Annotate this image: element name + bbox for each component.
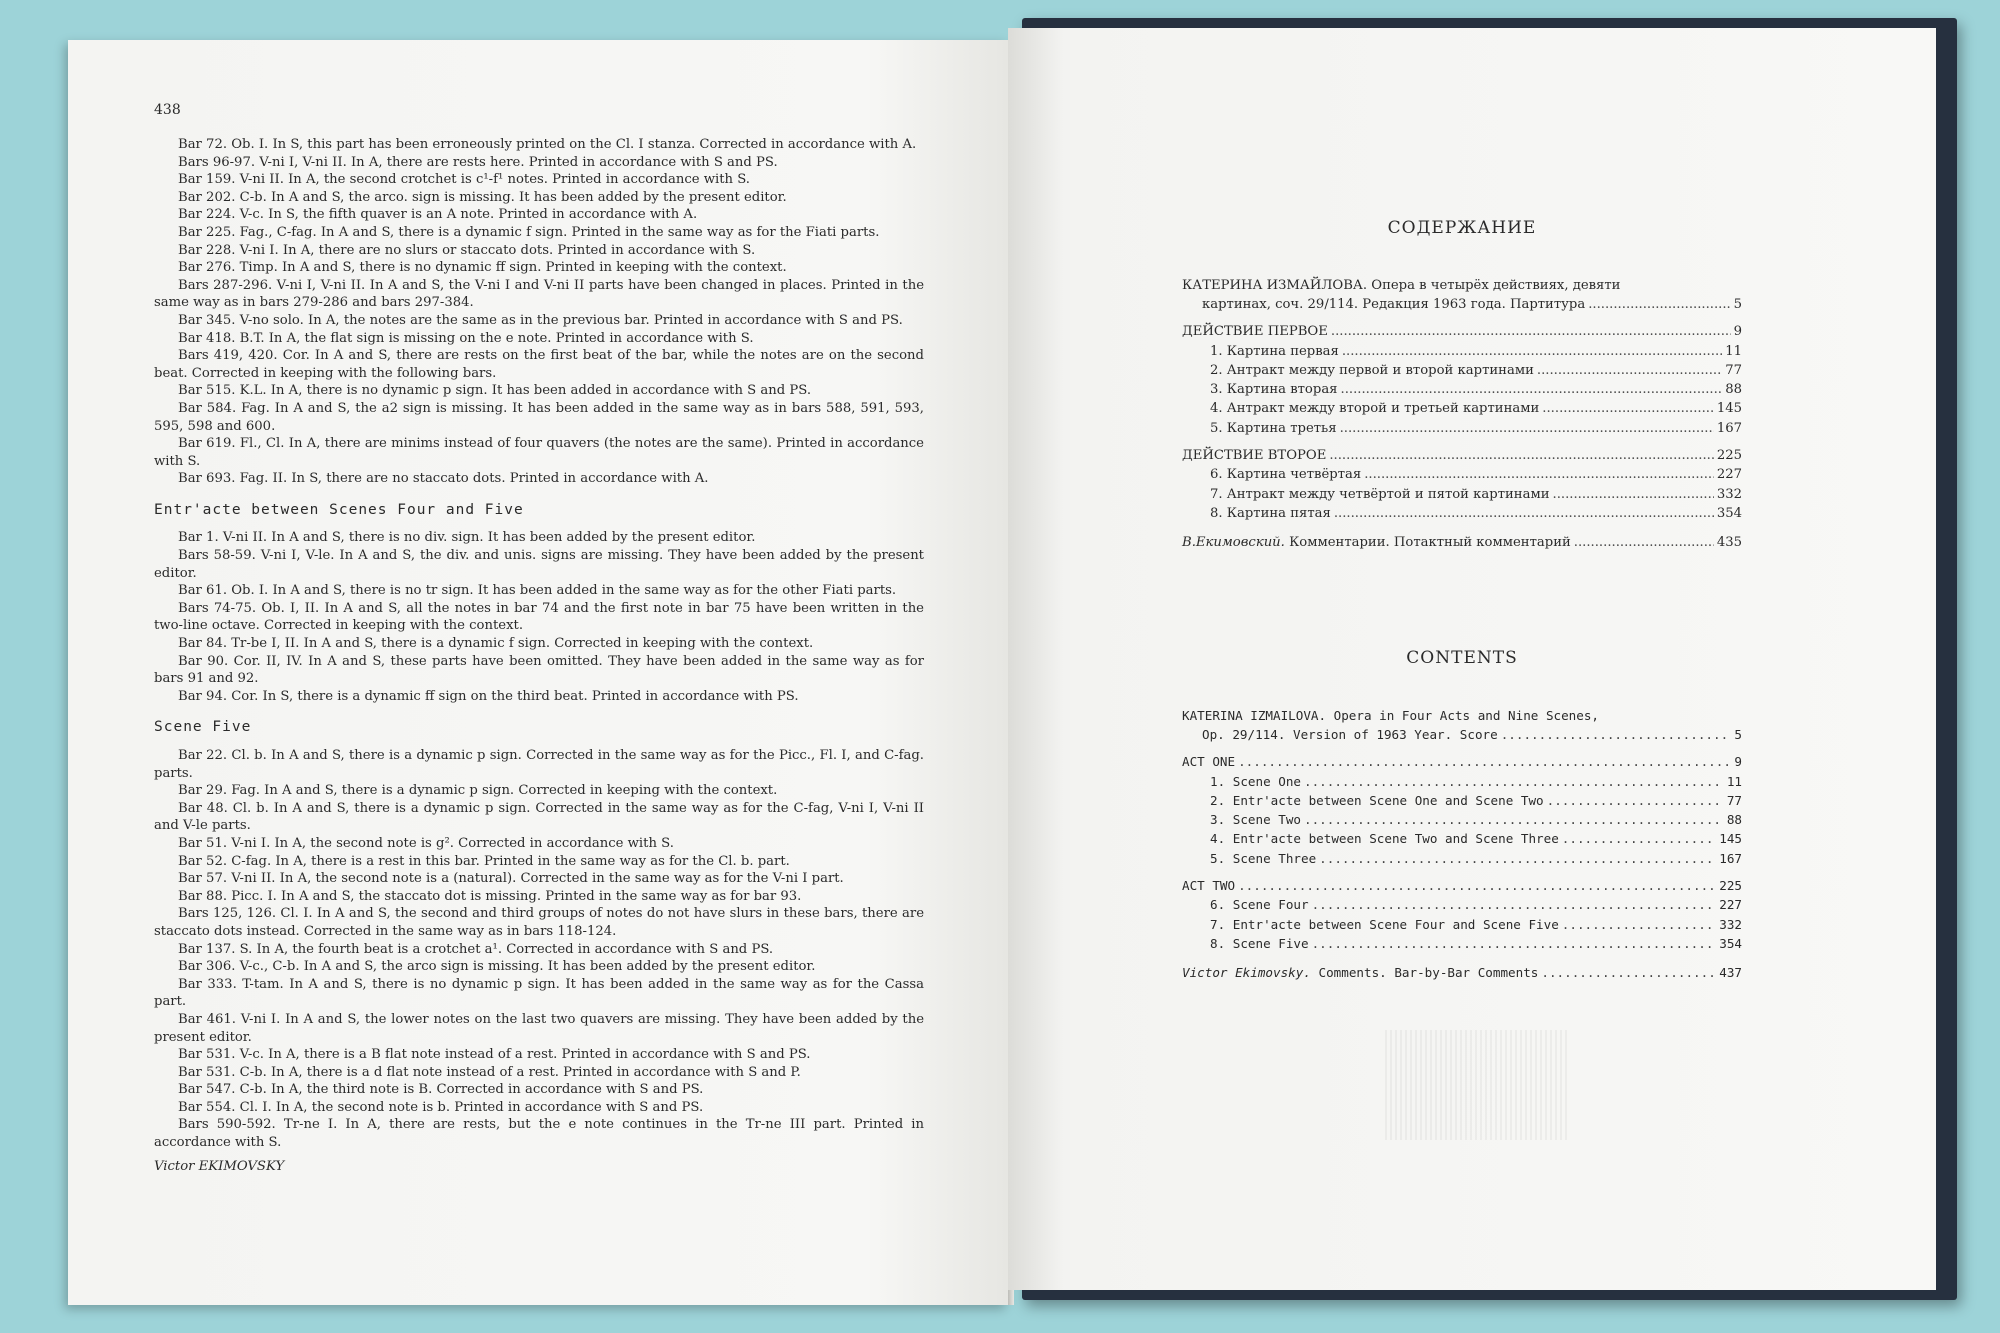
comment-paragraph: Bars 287-296. V-ni I, V-ni II. In A and S, the V-ni I and V-ni II parts have been changed in places. Printed in the same way as in bars 279-286 and bars 297-384.	[154, 277, 924, 311]
comment-paragraph: Bars 74-75. Ob. I, II. In A and S, all the notes in bar 74 and the first note in bar 75 have been written in the two-line octave. Corrected in keeping with the context.	[154, 600, 924, 634]
english-contents	[1182, 648, 1742, 983]
comment-paragraph: Bar 51. V-ni I. In A, the second note is g². Corrected in accordance with S.	[178, 835, 674, 851]
comment-paragraph: Bar 693. Fag. II. In S, there are no staccato dots. Printed in accordance with A.	[178, 471, 709, 487]
english-contents-title: CONTENTS	[1406, 648, 1518, 668]
toc-leader-dots	[1312, 895, 1717, 914]
toc-entry	[1182, 380, 1742, 399]
toc-leader-dots	[1553, 485, 1714, 504]
english-work-entry	[1182, 706, 1742, 744]
page-number: 438	[154, 102, 181, 118]
toc-act-1-list	[1182, 772, 1742, 868]
section-title-entracte: Entr'acte between Scenes Four and Five	[154, 501, 524, 518]
comment-paragraph: Bar 418. B.T. In A, the flat sign is missing on the e note. Printed in accordance with S.	[178, 330, 754, 346]
toc-act-2: ДЕЙСТВИЕ ВТОРОЕ ..... 225	[1182, 446, 1742, 465]
toc-entry-label: 7. Антракт между четвёртой и пятой картинами	[1210, 486, 1550, 502]
comment-paragraph: Bar 224. V-c. In S, the fifth quaver is an A note. Printed in accordance with A.	[178, 207, 698, 223]
comment-paragraph: Bar 1. V-ni II. In A and S, there is no div. sign. It has been added by the present editor.	[178, 530, 756, 546]
toc-entry-page: 77	[1726, 792, 1742, 808]
toc-entry-page: 145	[1716, 401, 1742, 417]
signature: Victor EKIMOVSKY	[154, 1158, 285, 1174]
toc-entry-page: 11	[1726, 773, 1742, 789]
toc-entry-label: 5. Scene Three	[1210, 850, 1317, 866]
comment-paragraph: Bar 228. V-ni I. In A, there are no slurs or staccato dots. Printed in accordance with S.	[178, 242, 756, 258]
comment-paragraph: Bar 345. V-no solo. In A, the notes are the same as in the previous bar. Printed in accordance with S and PS.	[178, 312, 903, 328]
toc-entry-page: 227	[1716, 467, 1742, 483]
toc-entry	[1182, 485, 1742, 504]
toc-act-2: ACT TWO ..... 225	[1182, 876, 1742, 895]
toc-entry-page: 88	[1726, 812, 1742, 828]
toc-comments: В.Екимовский. Комментарии. Потактный комментарий ..... 435	[1182, 533, 1742, 552]
toc-entry-label: 1. Картина первая	[1210, 343, 1339, 359]
toc-leader-dots	[1304, 810, 1724, 829]
toc-entry-label: 8. Картина пятая	[1210, 505, 1331, 521]
toc-leader-dots	[1304, 772, 1724, 791]
comment-paragraph: Bars 125, 126. Cl. I. In A and S, the second and third groups of notes do not have slurs in these bars, there are staccato dots instead. Corrected in the same way as in bars 118-124.	[154, 906, 924, 939]
comment-paragraph: Bar 57. V-ni II. In A, the second note is a (natural). Corrected in the same way as for the V-ni I part.	[178, 871, 844, 887]
toc-leader-dots	[1542, 399, 1714, 418]
toc-entry-page: 167	[1716, 420, 1742, 436]
comment-paragraph: Bar 531. C-b. In A, there is a d flat note instead of a rest. Printed in accordance with S and P.	[178, 1064, 801, 1080]
toc-entry-page: 11	[1725, 343, 1742, 359]
comment-paragraph: Bar 29. Fag. In A and S, there is a dynamic p sign. Corrected in keeping with the context.	[178, 783, 778, 799]
work-title-line-2: картинах, соч. 29/114. Редакция 1963 года. Партитура ..... 5	[1182, 295, 1742, 314]
section-title-scene-five: Scene Five	[154, 719, 252, 736]
toc-entry	[1182, 361, 1742, 380]
comment-paragraph: Bar 48. Cl. b. In A and S, there is a dynamic p sign. Corrected in the same way as for the C-fag, V-ni I, V-ni II and V-le parts.	[154, 800, 924, 834]
comment-paragraph: Bar 276. Timp. In A and S, there is no dynamic ff sign. Printed in keeping with the context.	[178, 260, 787, 276]
russian-work-entry	[1182, 276, 1742, 314]
toc-entry	[1182, 342, 1742, 361]
toc-entry-page: 167	[1719, 850, 1742, 866]
toc-entry-label: 4. Антракт между второй и третьей картинами	[1210, 401, 1540, 417]
toc-entry-label: 6. Scene Four	[1210, 897, 1309, 913]
toc-act-1-list	[1182, 342, 1742, 438]
toc-act-2-list	[1182, 895, 1742, 953]
comment-paragraph: Bar 137. S. In A, the fourth beat is a crotchet a¹. Corrected in accordance with S and PS.	[178, 941, 774, 957]
comment-paragraph: Bar 584. Fag. In A and S, the a2 sign is missing. It has been added in the same way as in bars 588, 591, 593, 595, 598 and 600.	[154, 400, 924, 434]
barcode-show-through	[1385, 1030, 1570, 1140]
comment-paragraph: Bars 590-592. Tr-ne I. In A, there are rests, but the e note continues in the Tr-ne III part. Printed in accordance with S.	[154, 1117, 924, 1151]
comment-paragraph: Bar 461. V-ni I. In A and S, the lower notes on the last two quavers are missing. They have been added by the present editor.	[154, 1011, 924, 1045]
toc-entry-label: 2. Антракт между первой и второй картинами	[1210, 362, 1534, 378]
toc-entry	[1182, 915, 1742, 934]
toc-leader-dots	[1341, 380, 1723, 399]
toc-entry	[1182, 829, 1742, 848]
comments-part-2	[154, 529, 924, 705]
toc-entry-label: 4. Entr'acte between Scene Two and Scene Three	[1210, 831, 1559, 847]
comment-paragraph: Bar 531. V-c. In A, there is a B flat note instead of a rest. Printed in accordance with S and PS.	[178, 1047, 811, 1063]
toc-leader-dots	[1319, 849, 1716, 868]
toc-leader-dots	[1537, 361, 1722, 380]
toc-entry	[1182, 419, 1742, 438]
comment-paragraph: Bar 84. Tr-be I, II. In A and S, there is a dynamic f sign. Corrected in keeping with the context.	[178, 636, 814, 652]
comment-paragraph: Bars 96-97. V-ni I, V-ni II. In A, there are rests here. Printed in accordance with S and PS.	[178, 154, 778, 170]
comment-paragraph: Bar 159. V-ni II. In A, the second crotchet is c¹-f¹ notes. Printed in accordance with S.	[178, 172, 750, 188]
comment-paragraph: Bar 94. Cor. In S, there is a dynamic ff sign on the third beat. Printed in accordance with PS.	[178, 688, 799, 704]
work-title-line-2: Op. 29/114. Version of 1963 Year. Score ..... 5	[1182, 725, 1742, 744]
toc-entry	[1182, 895, 1742, 914]
toc-leader-dots	[1312, 934, 1717, 953]
toc-entry	[1182, 504, 1742, 523]
toc-entry	[1182, 791, 1742, 810]
toc-leader-dots	[1562, 829, 1716, 848]
toc-entry	[1182, 399, 1742, 418]
toc-comments: Victor Ekimovsky. Comments. Bar-by-Bar Comments ..... 437	[1182, 963, 1742, 982]
comment-paragraph: Bar 52. C-fag. In A, there is a rest in this bar. Printed in the same way as for the Cl. b. part.	[178, 853, 790, 869]
comment-paragraph: Bar 225. Fag., C-fag. In A and S, there is a dynamic f sign. Printed in the same way as for the Fiati parts.	[178, 224, 880, 240]
toc-entry-label: 6. Картина четвёртая	[1210, 467, 1362, 483]
toc-entry-label: 8. Scene Five	[1210, 935, 1309, 951]
comment-paragraph: Bar 88. Picc. I. In A and S, the staccato dot is missing. Printed in the same way as for bar 93.	[178, 888, 802, 904]
russian-contents-title: СОДЕРЖАНИЕ	[1387, 218, 1537, 238]
russian-contents	[1182, 218, 1742, 553]
toc-entry-page: 227	[1719, 897, 1742, 913]
toc-entry-page: 332	[1719, 916, 1742, 932]
toc-entry-page: 88	[1725, 382, 1742, 398]
comment-paragraph: Bars 419, 420. Cor. In A and S, there are rests on the first beat of the bar, while the notes are on the second beat. Corrected in keeping with the following bars.	[154, 348, 924, 381]
toc-entry-page: 332	[1716, 486, 1742, 502]
comment-paragraph: Bar 72. Ob. I. In S, this part has been erroneously printed on the Cl. I stanza. Corrected in accordance with A.	[178, 137, 917, 152]
toc-act-2-list	[1182, 465, 1742, 523]
comment-paragraph: Bar 547. C-b. In A, the third note is B. Corrected in accordance with S and PS.	[178, 1082, 704, 1098]
toc-leader-dots	[1562, 915, 1716, 934]
comment-paragraph: Bar 619. Fl., Cl. In A, there are minims instead of four quavers (the notes are the same). Printed in accordance with S.	[154, 436, 924, 469]
toc-leader-dots	[1342, 342, 1722, 361]
comments-part-3	[154, 747, 924, 1152]
toc-entry-page: 354	[1719, 935, 1742, 951]
toc-entry-label: 5. Картина третья	[1210, 420, 1337, 436]
toc-leader-dots	[1547, 791, 1724, 810]
left-page	[68, 40, 1008, 1305]
comment-paragraph: Bars 58-59. V-ni I, V-le. In A and S, the div. and unis. signs are missing. They have been added by the present editor.	[154, 548, 924, 581]
comments-part-1	[154, 136, 924, 488]
comment-paragraph: Bar 306. V-c., C-b. In A and S, the arco sign is missing. It has been added by the present editor.	[178, 959, 816, 975]
toc-leader-dots	[1364, 465, 1714, 484]
comment-paragraph: Bar 515. K.L. In A, there is no dynamic p sign. It has been added in accordance with S and PS.	[178, 383, 812, 399]
comment-paragraph: Bar 333. T-tam. In A and S, there is no dynamic p sign. It has been added in the same way as for the Cassa part.	[154, 976, 924, 1010]
toc-entry	[1182, 934, 1742, 953]
toc-act-1: ДЕЙСТВИЕ ПЕРВОЕ ..... 9	[1182, 322, 1742, 341]
toc-entry-label: 1. Scene One	[1210, 773, 1301, 789]
toc-entry-page: 145	[1719, 831, 1742, 847]
work-title-line: КАТЕРИНА ИЗМАЙЛОВА. Опера в четырёх действиях, девяти	[1182, 278, 1621, 293]
toc-leader-dots	[1334, 504, 1714, 523]
comments-text	[154, 136, 924, 1175]
comment-paragraph: Bar 22. Cl. b. In A and S, there is a dynamic p sign. Corrected in the same way as for the Picc., Fl. I, and C-fag. parts.	[154, 748, 924, 781]
toc-entry-label: 3. Картина вторая	[1210, 382, 1338, 398]
comment-paragraph: Bar 90. Cor. II, IV. In A and S, these parts have been omitted. They have been added in the same way as for bars 91 and 92.	[154, 653, 924, 687]
toc-entry-page: 354	[1716, 505, 1742, 521]
toc-leader-dots	[1340, 419, 1714, 438]
toc-entry	[1182, 849, 1742, 868]
toc-entry-label: 3. Scene Two	[1210, 812, 1301, 828]
toc-entry	[1182, 465, 1742, 484]
comment-paragraph: Bar 61. Ob. I. In A and S, there is no tr sign. It has been added in the same way as for the other Fiati parts.	[178, 583, 897, 599]
toc-entry-label: 7. Entr'acte between Scene Four and Scene Five	[1210, 916, 1559, 932]
toc-act-1: ACT ONE ..... 9	[1182, 752, 1742, 771]
toc-entry-page: 77	[1725, 362, 1742, 378]
toc-entry-label: 2. Entr'acte between Scene One and Scene Two	[1210, 792, 1544, 808]
toc-entry	[1182, 772, 1742, 791]
toc-entry	[1182, 810, 1742, 829]
comment-paragraph: Bar 202. C-b. In A and S, the arco. sign is missing. It has been added by the present editor.	[178, 189, 787, 205]
work-title-line: KATERINA IZMAILOVA. Opera in Four Acts and Nine Scenes,	[1182, 708, 1600, 723]
comment-paragraph: Bar 554. Cl. I. In A, the second note is b. Printed in accordance with S and PS.	[178, 1099, 704, 1115]
